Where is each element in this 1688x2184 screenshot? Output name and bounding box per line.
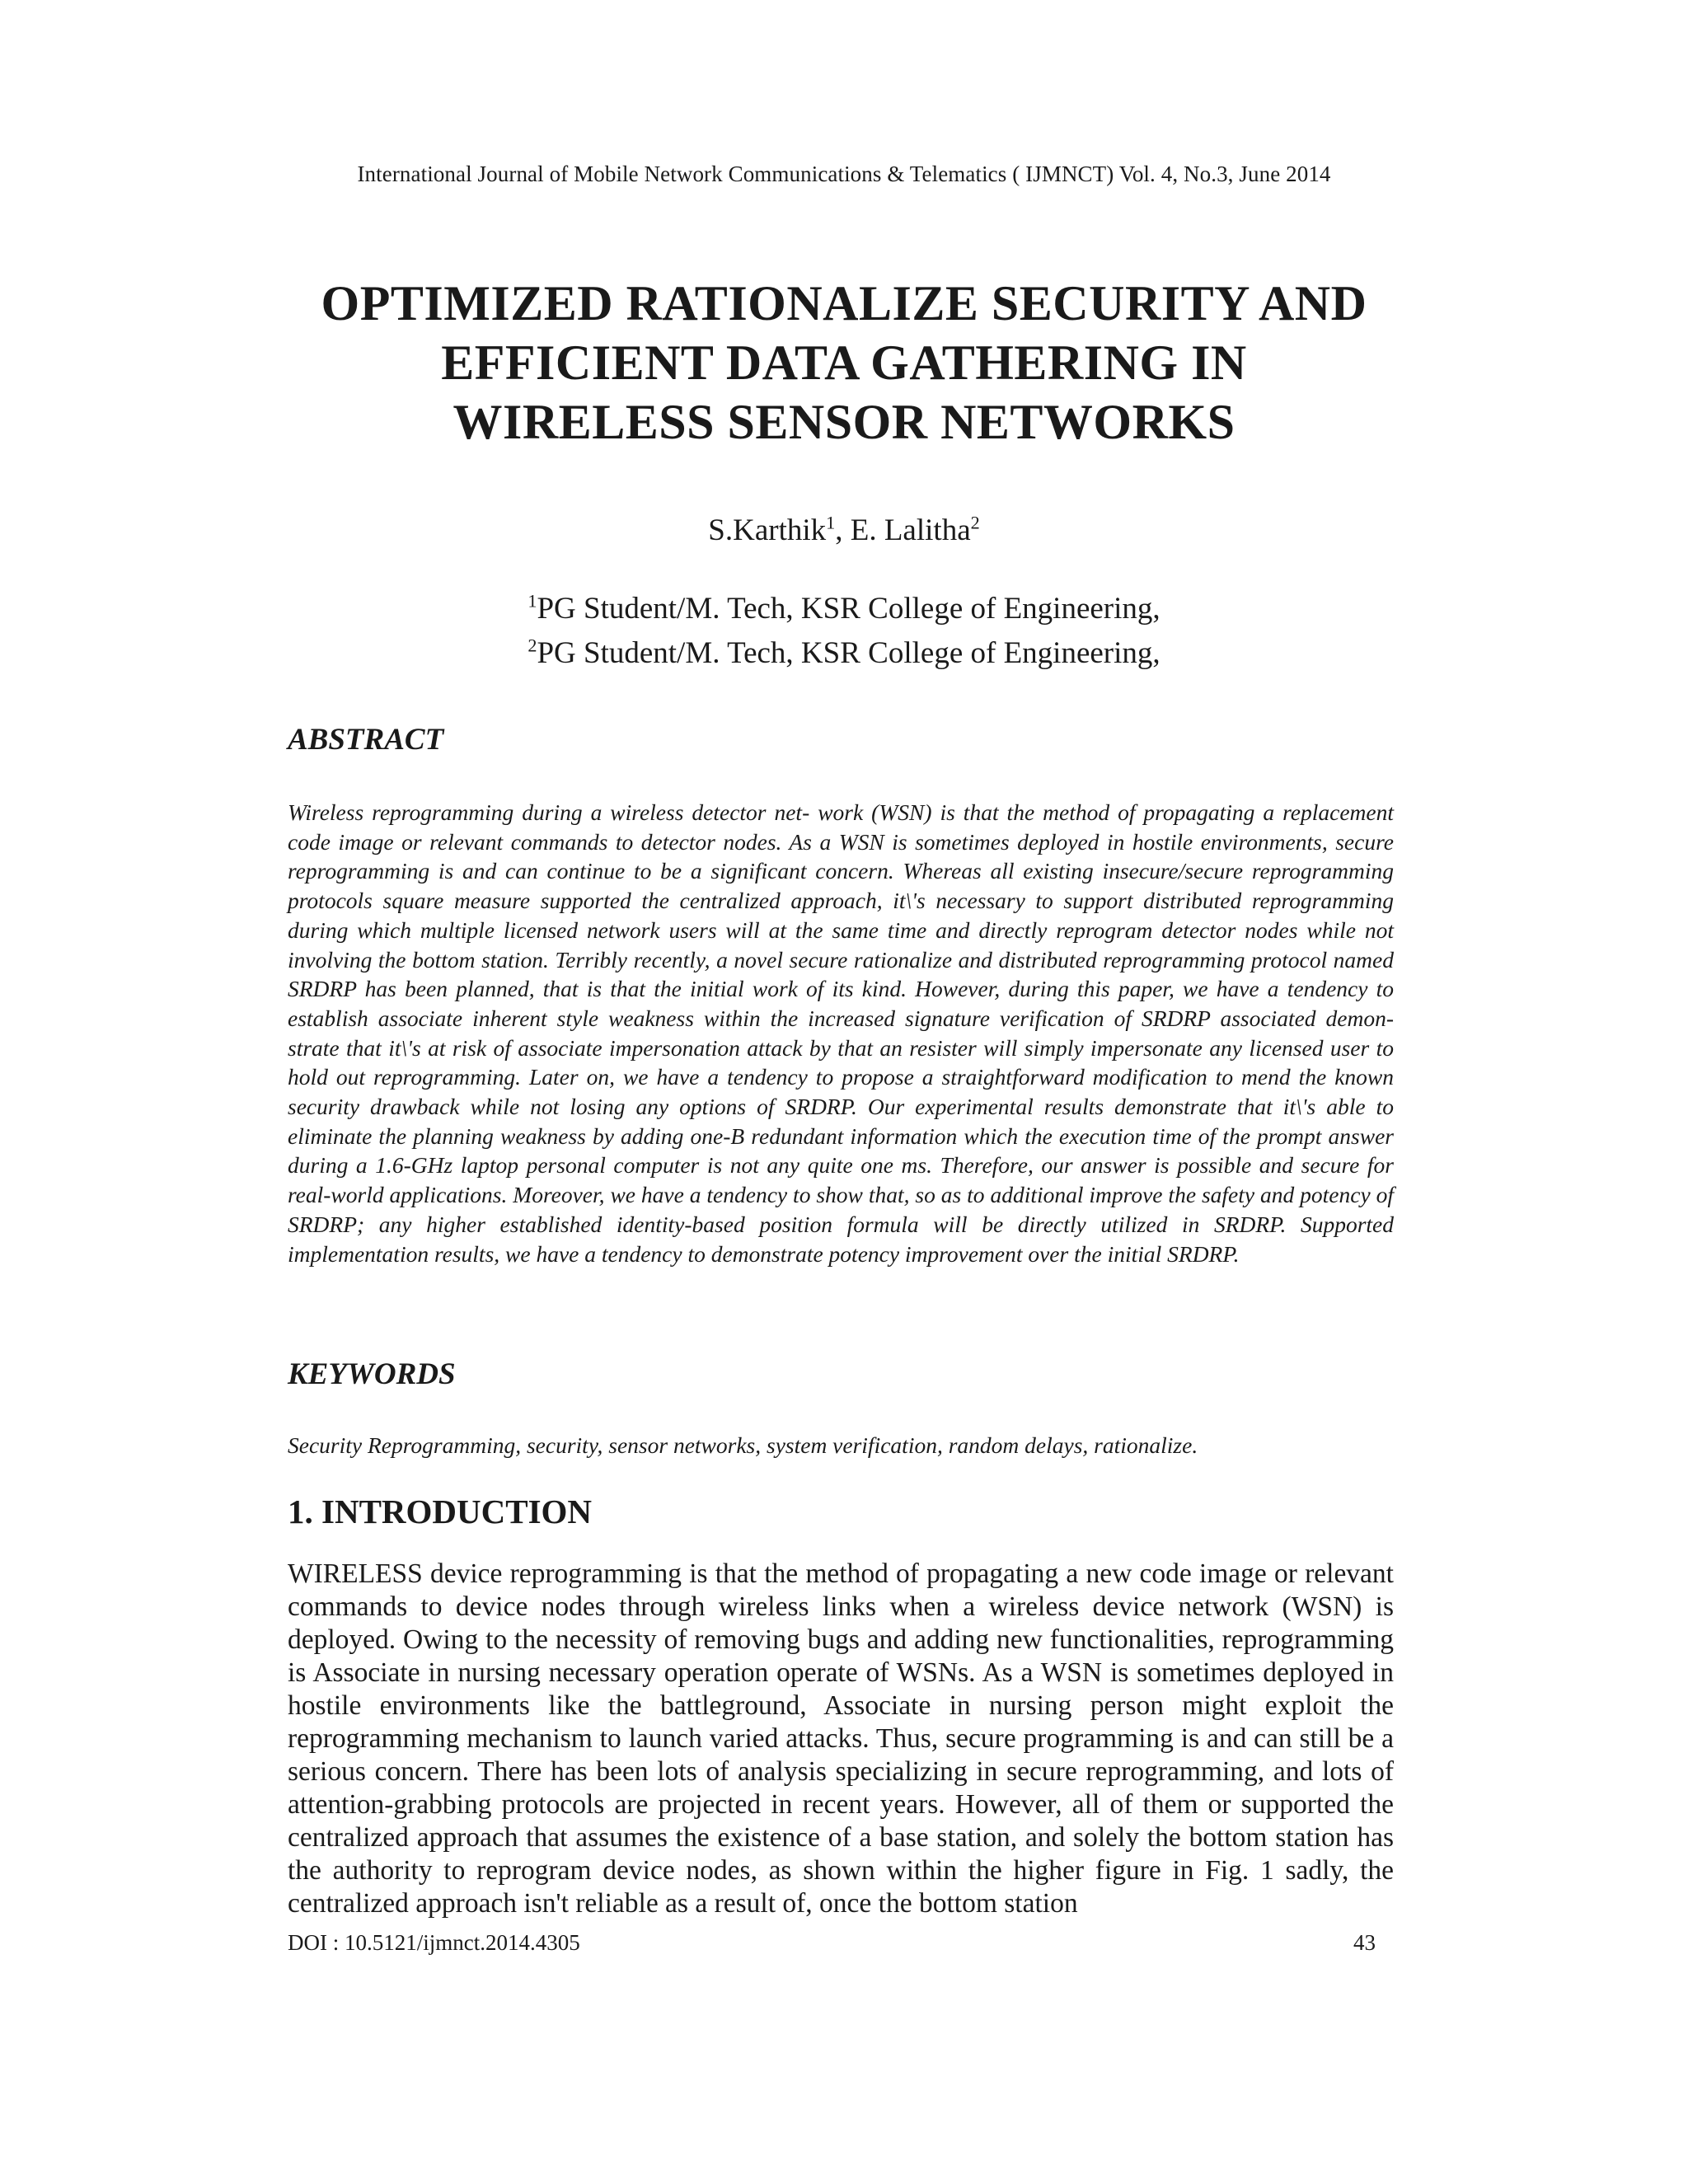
footer-doi: DOI : 10.5121/ijmnct.2014.4305 [288,1930,580,1955]
author-1-name: S.Karthik [708,513,827,547]
author-list [0,513,1688,548]
abstract-body: Wireless reprogramming during a wireless detector net- work (WSN) is that the method of propagating a replacement code image or relevant commands to detector nodes. As a WSN is sometimes deployed in hostile environments, secure reprogramming is and can continue to be a significant concern. Whereas all existing insecure/secure reprogramming protocols square measure supported the centralized approach, it\'s necessary to support distributed reprogramming during which multiple licensed network users will at the same time and directly reprogram detector nodes while not involving the bottom station. Terribly recently, a novel secure rationalize and distributed reprogramming protocol named SRDRP has been planned, that is that the initial work of its kind. However, during this paper, we have a tendency to establish associate inherent style weakness within the increased signature verification of SRDRP associated demon- strate that it\'s at risk of associate impersonation attack by that an resister will simply impersonate any licensed user to hold out reprogramming. Later on, we have a tendency to propose a straightforward modification to mend the known security drawback while not losing any options of SRDRP. Our experimental results demonstrate that it\'s able to eliminate the planning weakness by adding one-B redundant information which the execution time of the prompt answer during a 1.6-GHz laptop personal computer is not any quite one ms. Therefore, our answer is possible and secure for real-world applications. Moreover, we have a tendency to show that, so as to additional improve the safety and potency of SRDRP; any higher established identity-based position formula will be directly utilized in SRDRP. Supported implementation results, we have a tendency to demonstrate potency improvement over the initial SRDRP. [288,799,1394,1267]
title-line-2: EFFICIENT DATA GATHERING IN [441,335,1247,390]
introduction-body: WIRELESS device reprogramming is that the method of propagating a new code image or relevant commands to device nodes through wireless links when a wireless device network (WSN) is deployed. Owing to the necessity of removing bugs and adding new functionalities, reprogramming is Associate in nursing necessary operation operate of WSNs. As a WSN is sometimes deployed in hostile environments like the battleground, Associate in nursing person might exploit the reprogramming mechanism to launch varied attacks. Thus, secure programming is and can still be a serious concern. There has been lots of analysis specializing in secure reprogramming, and lots of attention-grabbing protocols are projected in recent years. However, all of them or supported the centralized approach that assumes the existence of a base station, and solely the bottom station has the authority to reprogram device nodes, as shown within the higher figure in Fig. 1 sadly, the centralized approach isn't reliable as a result of, once the bottom station [288,1558,1394,1919]
affiliation-2-text: PG Student/M. Tech, KSR College of Engineering, [537,636,1160,670]
author-separator: , [835,513,851,547]
introduction-heading: 1. INTRODUCTION [288,1493,593,1530]
author-2-affiliation-mark: 2 [970,512,980,533]
keywords-heading: KEYWORDS [288,1357,456,1391]
title-line-3: WIRELESS SENSOR NETWORKS [452,395,1236,449]
affiliation-1 [0,587,1688,631]
journal-running-header: International Journal of Mobile Network Communications & Telematics ( IJMNCT) Vol. 4, No.3, June 2014 [357,162,1331,186]
affiliation-2 [0,631,1688,676]
affiliation-1-mark: 1 [528,590,537,612]
affiliation-1-text: PG Student/M. Tech, KSR College of Engineering, [537,592,1160,626]
footer-page-number: 43 [1353,1930,1376,1955]
author-2-name: E. Lalitha [850,513,971,547]
author-1-affiliation-mark: 1 [826,512,836,533]
title-line-1: OPTIMIZED RATIONALIZE SECURITY AND [321,276,1367,330]
paper-title [0,274,1688,452]
abstract-heading: ABSTRACT [288,723,444,757]
affiliation-2-mark: 2 [528,635,537,656]
keywords-body: Security Reprogramming, security, sensor networks, system verification, random delays, rationalize. [288,1432,1198,1458]
affiliation-list [0,587,1688,676]
